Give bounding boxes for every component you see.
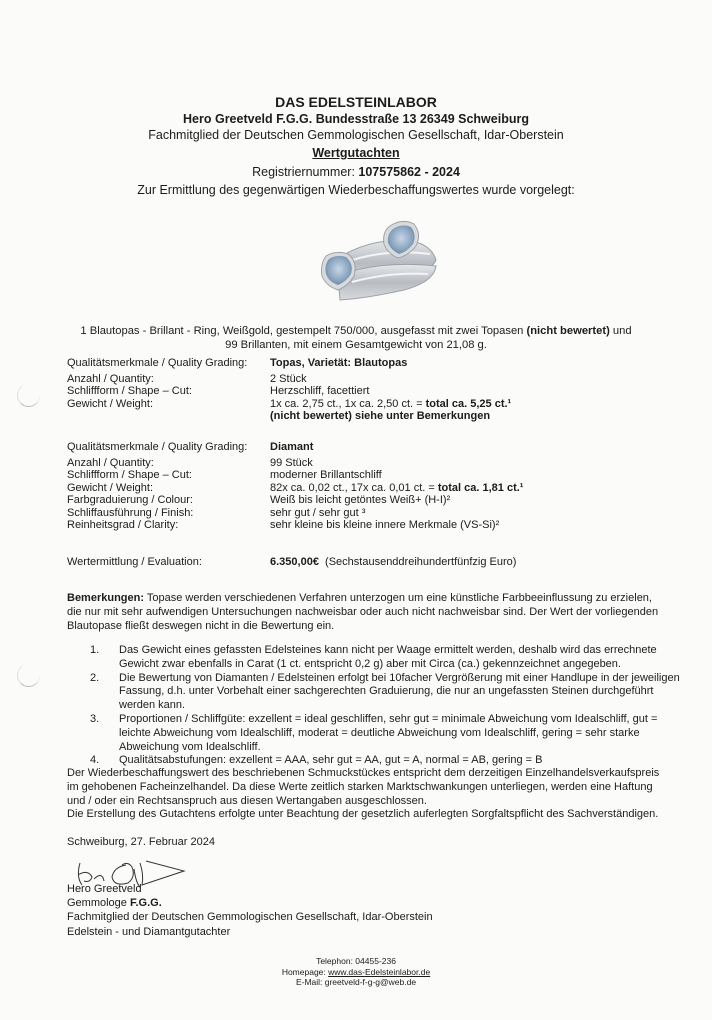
- grading-row: [67, 469, 667, 482]
- signatory-membership: Fachmitglied der Deutschen Gemmologischen Gesellschaft, Idar-Oberstein: [67, 911, 433, 924]
- evaluation-label: Wertermittlung / Evaluation:: [67, 556, 202, 568]
- footnote-number: 1.: [90, 644, 100, 656]
- signatory-block: [67, 882, 433, 939]
- footer-homepage: [0, 967, 712, 978]
- grading-row-value: moderner Brillantschliff: [270, 469, 382, 481]
- grading-row-value: 99 Stück: [270, 456, 313, 469]
- footnote-number: 3.: [90, 712, 100, 725]
- signatory-name: Hero Greetveld: [67, 883, 142, 895]
- footnote-text: Qualitätsabstufungen: exzellent = AAA, sehr gut = AA, gut = A, normal = AB, gering = B: [119, 754, 543, 767]
- footer-phone: Telephon: 04455-236: [316, 956, 396, 966]
- grading-row-total: total ca. 5,25 ct.¹: [425, 397, 512, 410]
- intro-text: Zur Ermittlung des gegenwärtigen Wiederbeschaffungswertes wurde vorgelegt:: [137, 183, 575, 197]
- grading-heading: [67, 441, 667, 454]
- grading-row-value: Weiß bis leicht getöntes Weiß+ (H-I)²: [270, 494, 451, 506]
- footnote-text: Proportionen / Schliffgüte: exzellent = ideal geschliffen, sehr gut = minimale Abweichung vom Idealschliff, gut = leichte Abweichung vom Idealschliff, moderat = deutliche Abweichung vom Idealschliff, gering = sehr starke Abweichung vom Idealschliff.: [119, 712, 658, 753]
- footnote-text: Das Gewicht eines gefassten Edelsteines kann nicht per Waage ermittelt werden, deshalb wird das errechnete Gewicht zwar ebenfalls in Carat (1 ct. entspricht 0,2 g) aber mit Circa (ca.) gekennzeichnet angegeben.: [119, 644, 657, 670]
- remarks-text: Topase werden verschiedenen Verfahren unterzogen um eine künstliche Farbbeeinflussung zu erzielen, die nur mit sehr aufwendigen Untersuchungen nachweisbar oder auch nicht nachweisbar sind. Der Wert der vorliegenden Blautopase fließt deswegen nicht in die Bewertung ein.: [67, 592, 659, 632]
- binder-hole-mark: [17, 664, 40, 687]
- footnotes-list: [90, 644, 680, 768]
- registration: [0, 165, 712, 179]
- remarks-label: Bemerkungen:: [67, 592, 145, 604]
- grading-row-label: Gewicht / Weight:: [67, 397, 153, 410]
- item-description: [0, 324, 712, 352]
- grading-row: [67, 507, 667, 520]
- grading-row-total: total ca. 1,81 ct.¹: [437, 481, 524, 494]
- grading-value: Diamant: [270, 441, 314, 453]
- grading-row-label: Anzahl / Quantity:: [67, 372, 154, 385]
- grading-value: Topas, Varietät: Blautopas: [270, 357, 408, 369]
- footnote-number: 2.: [90, 671, 100, 684]
- binder-hole-mark: [17, 384, 40, 407]
- signatory-title-text: Gemmologe: [67, 897, 130, 910]
- grading-row: [67, 494, 667, 507]
- grading-row-label: Gewicht / Weight:: [67, 481, 153, 494]
- registration-number: 107575862 - 2024: [358, 165, 460, 179]
- footnote: [90, 672, 680, 713]
- grading-row-note: (nicht bewertet) siehe unter Bemerkungen: [270, 410, 491, 422]
- footer-contact: [0, 956, 712, 988]
- grading-row-value: sehr gut / sehr gut ³: [270, 506, 366, 519]
- grading-row: [67, 373, 667, 386]
- grading-row-value: 1x ca. 2,75 ct., 1x ca. 2,50 ct. =: [270, 397, 426, 410]
- grading-label: Qualitätsmerkmale / Quality Grading:: [67, 441, 248, 453]
- grading-label: Qualitätsmerkmale / Quality Grading:: [67, 357, 248, 369]
- grading-row-label: Schliffform / Shape – Cut:: [67, 469, 192, 481]
- grading-row: [67, 410, 667, 423]
- grading-row-label: Schliffform / Shape – Cut:: [67, 385, 192, 397]
- footnote-number: 4.: [90, 754, 100, 767]
- footer-email: E-Mail: greetveld-f-g-g@web.de: [295, 977, 417, 987]
- evaluation-row: [67, 556, 667, 569]
- footnote: [90, 644, 680, 672]
- diamond-grading: [67, 441, 667, 532]
- grading-row-value: 2 Stück: [270, 372, 307, 385]
- signatory-title: [67, 896, 433, 910]
- grading-row-value: sehr kleine bis kleine innere Merkmale (VS-Si)²: [270, 519, 500, 531]
- grading-row: [67, 398, 667, 411]
- grading-row-label: [67, 410, 270, 423]
- ring-photo: [318, 216, 450, 306]
- grading-row: [67, 457, 667, 470]
- grading-row: [67, 385, 667, 398]
- grading-row-label: Reinheitsgrad / Clarity:: [67, 519, 179, 531]
- place-date: Schweiburg, 27. Februar 2024: [67, 836, 215, 848]
- signatory-role: Edelstein - und Diamantgutachter: [67, 925, 231, 938]
- lab-name: DAS EDELSTEINLABOR: [275, 94, 437, 110]
- document-title: Wertgutachten: [312, 146, 400, 160]
- homepage-link[interactable]: www.das-Edelsteinlabor.de: [328, 966, 431, 977]
- grading-row-value: Herzschliff, facettiert: [270, 385, 370, 397]
- item-not-evaluated: (nicht bewertet): [526, 325, 610, 337]
- topaz-grading: [67, 357, 667, 423]
- closing-diligence: Die Erstellung des Gutachtens erfolgte unter Beachtung der gesetzlich auferlegten Sorgfaltspflicht des Sachverständigen.: [67, 808, 659, 820]
- grading-row: [67, 519, 667, 532]
- grading-row: [67, 482, 667, 495]
- item-description-text: 1 Blautopas - Brillant - Ring, Weißgold, gestempelt 750/000, ausgefasst mit zwei Topasen: [80, 325, 527, 337]
- evaluation-amount-words: (Sechstausenddreihundertfünfzig Euro): [318, 556, 517, 568]
- item-description-line2: 99 Brillanten, mit einem Gesamtgewicht von 21,08 g.: [225, 339, 487, 351]
- grading-heading: [67, 357, 667, 370]
- registration-label: Registriernummer:: [252, 165, 355, 179]
- grading-row-label: Anzahl / Quantity:: [67, 456, 154, 469]
- footnote: [90, 713, 680, 754]
- footer-homepage-label: Homepage:: [281, 966, 329, 977]
- item-description-text: und: [609, 325, 632, 337]
- evaluation: [67, 556, 667, 569]
- grading-row-label: Farbgraduierung / Colour:: [67, 494, 193, 506]
- remarks: [67, 592, 667, 633]
- evaluation-amount: 6.350,00€: [270, 556, 319, 568]
- lab-address: Hero Greetveld F.G.G. Bundesstraße 13 26349 Schweiburg: [183, 112, 529, 126]
- grading-row-value: 82x ca. 0,02 ct., 17x ca. 0,01 ct. =: [270, 481, 438, 494]
- signatory-title-abbr: F.G.G.: [129, 897, 162, 910]
- closing-disclaimer: Der Wiederbeschaffungswert des beschriebenen Schmuckstückes entspricht dem derzeitigen Einzelhandelsverkaufspreis im gehobenen Facheinzelhandel. Da diese Werte zeitlich starken Marktschwankungen unterliegen, werden eine Haftung und / oder ein Rechtsanspruch aus diesen Wertangaben ausgeschlossen.: [67, 767, 660, 807]
- footnote-text: Die Bewertung von Diamanten / Edelsteinen erfolgt bei 10facher Vergrößerung mit einer Handlupe in der jeweiligen Fassung, d.h. unter Vorbehalt einer sachgerechten Graduierung, die nur an ungefassten Steinen durchgeführt werden kann.: [119, 671, 680, 712]
- grading-row-label: Schliffausführung / Finish:: [67, 506, 194, 519]
- lab-membership: Fachmitglied der Deutschen Gemmologischen Gesellschaft, Idar-Oberstein: [148, 128, 564, 142]
